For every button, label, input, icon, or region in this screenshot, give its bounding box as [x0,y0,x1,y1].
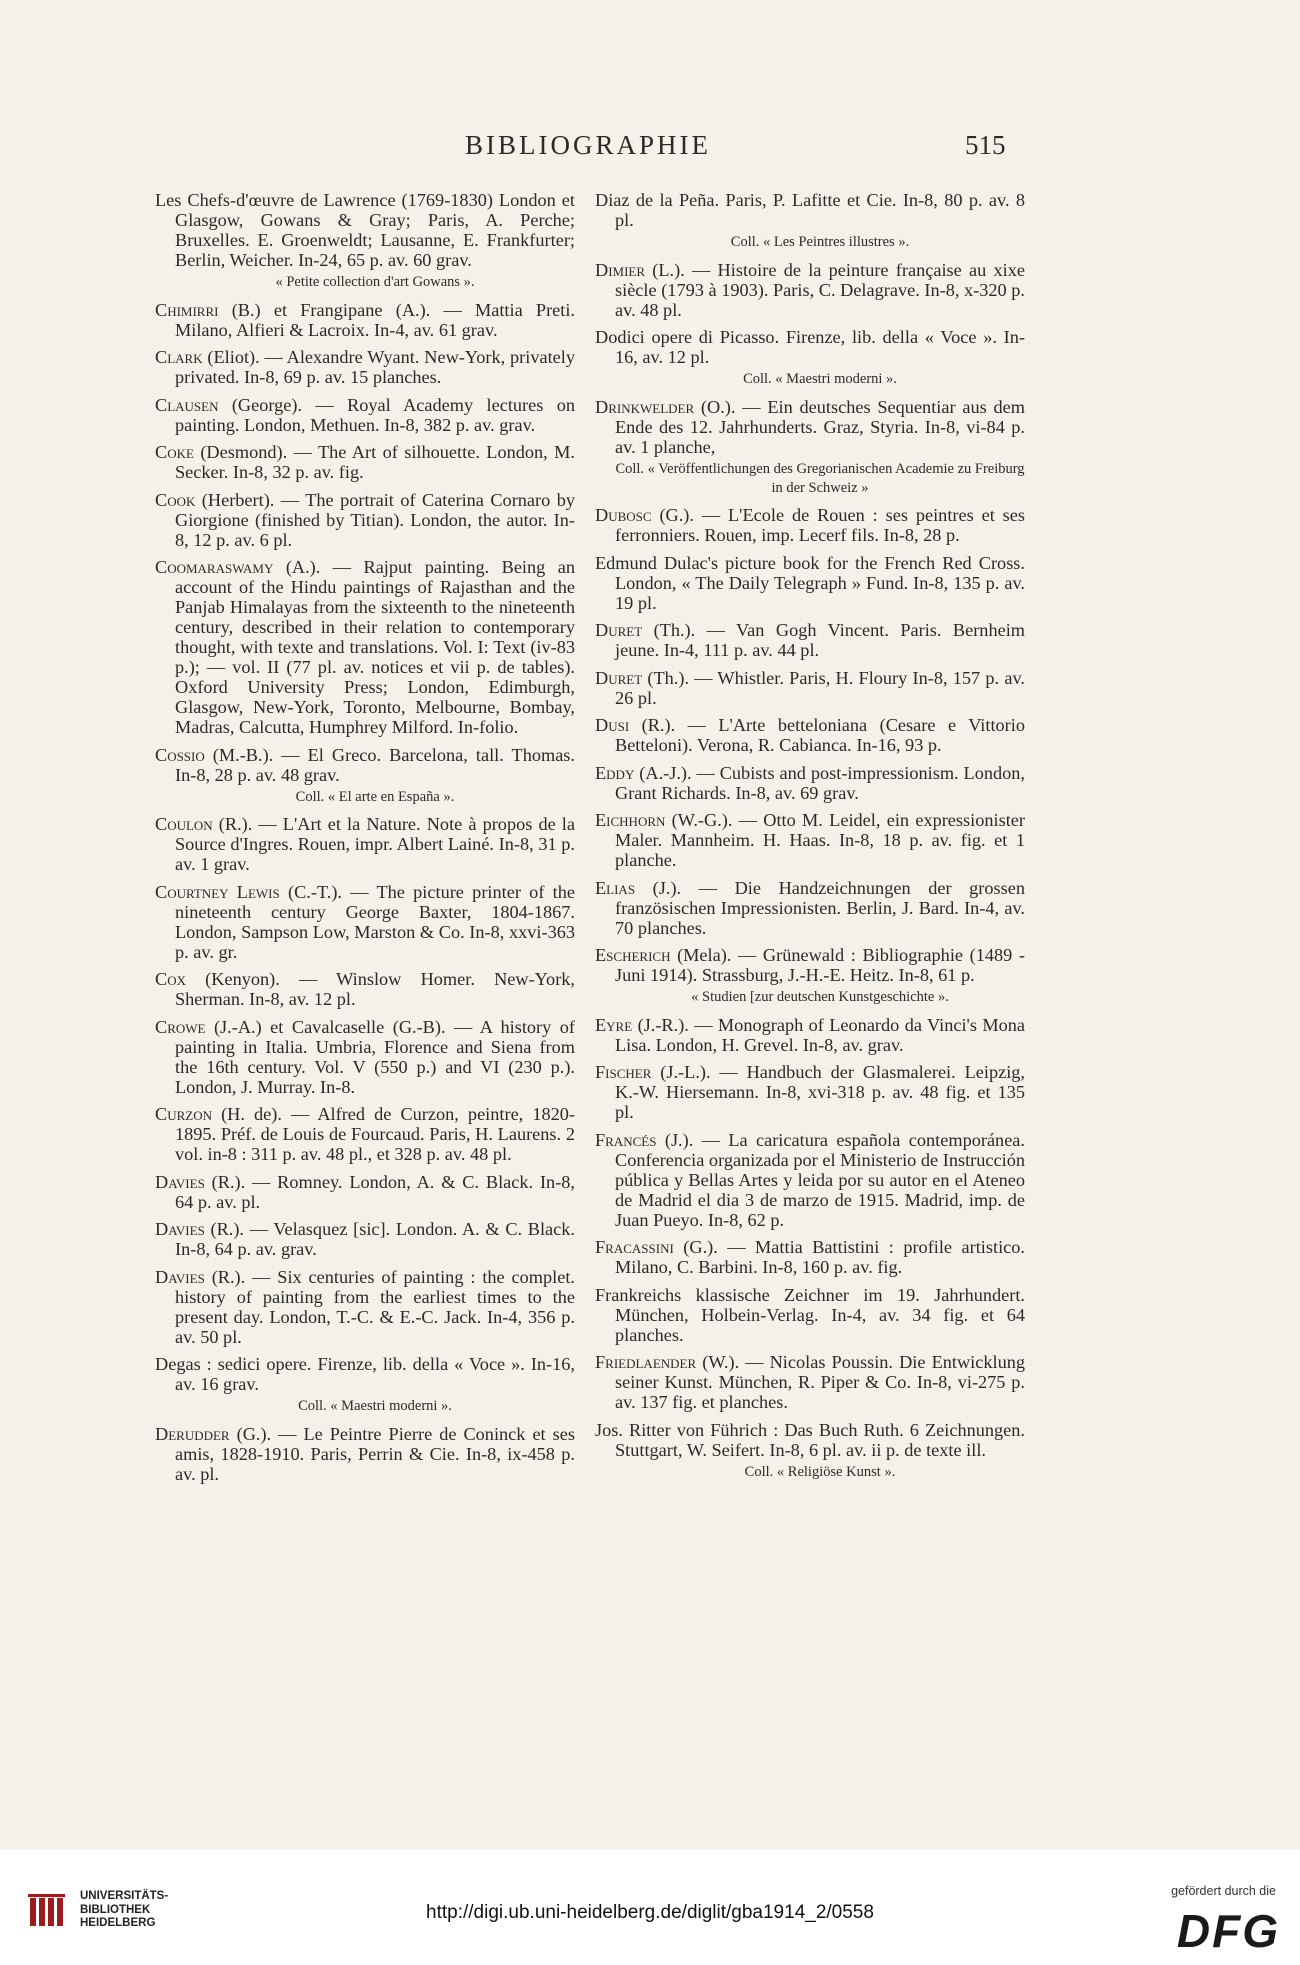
bibliography-entry [595,1130,1025,1230]
entry-text: (Th.). — Van Gogh Vincent. Paris. Bernheim jeune. In-4, 111 p. av. 44 pl. [615,620,1025,660]
institution-line: HEIDELBERG [80,1917,156,1929]
entry-text: (J.). — Die Handzeichnungen der grossen französischen Impressionisten. Berlin, J. Bard. In-4, av. 70 planches. [615,877,1025,938]
running-head [0,130,1300,170]
entry-text: Degas : sedici opere. Firenze, lib. della « Voce ». In-16, av. 16 grav. [155,1354,575,1394]
bibliography-entry [595,810,1025,870]
entry-author: Dimier [595,259,646,280]
right-column [595,190,1025,1489]
entry-author: Clark [155,347,203,367]
bibliography-entry [155,490,575,550]
bibliography-entry [155,1219,575,1259]
institution-line: BIBLIOTHEK [80,1903,151,1916]
entry-text: (George). — Royal Academy lectures on painting. London, Methuen. In-8, 382 p. av. grav. [175,394,575,435]
entry-author: Clausen [155,394,219,415]
bibliography-entry [155,1017,575,1097]
entry-text: (R.). — Velasquez [sic]. London. A. & C. Black. In-8, 64 p. av. grav. [175,1219,575,1259]
page-number: 515 [965,130,1006,160]
entry-collection: « Petite collection d'art Gowans ». [275,274,475,290]
bibliography-entry [155,882,575,962]
entry-author: Elias [595,877,636,898]
entry-text: (G.). — Le Peintre Pierre de Coninck et ses amis, 1828-1910. Paris, Perrin & Cie. In-8, ix-458 p. av. pl. [175,1423,575,1484]
page-title: BIBLIOGRAPHIE [465,130,711,160]
entry-author: Eddy [595,762,635,783]
entry-text: (J.-A.) et Cavalcaselle (G.-B). — A history of painting in Italia. Umbria, Florence and Siena from the 16th century. Vol. V (550 p.) and VI (230 p.). London, J. Murray. In-8. [175,1016,575,1097]
entry-author: Francés [595,1129,657,1150]
bibliography-entry [155,1354,575,1416]
entry-text: (B.) et Frangipane (A.). — Mattia Preti. Milano, Alfieri & Lacroix. In-4, av. 61 grav. [175,299,575,340]
institution-line: UNIVERSITÄTS- [80,1890,169,1902]
bibliography-entry [155,814,575,874]
entry-text: (J.). — La caricatura española contemporánea. Conferencia organizada por el Ministerio de Instrucción pública y Bellas Artes y leida por su autor en el Ateneo de Madrid el dia 3 de marzo de 1915. Madrid, imp. de Juan Pueyo. In-8, 62 p. [615,1129,1025,1230]
entry-text: (J.-L.). — Handbuch der Glasmalerei. Leipzig, K.-W. Hiersemann. In-8, xvi-318 p. av. 48 fig. et 135 pl. [615,1062,1025,1122]
bibliography-entry [595,553,1025,613]
entry-author: Eichhorn [595,810,666,830]
entry-text: (Desmond). — The Art of silhouette. London, M. Secker. In-8, 32 p. av. fig. [175,442,575,482]
bibliography-entry [595,945,1025,1007]
entry-text: (R.). — L'Art et la Nature. Note à propos de la Source d'Ingres. Rouen, impr. Albert Lainé. In-8, 31 p. av. 1 grav. [175,814,575,874]
entry-text: Jos. Ritter von Führich : Das Buch Ruth. 6 Zeichnungen. Stuttgart, W. Seifert. In-8, 6 pl. av. ii p. de texte ill. [595,1419,1025,1460]
entry-author: Eyre [595,1014,633,1035]
entry-text: (G.). — L'Ecole de Rouen : ses peintres et ses ferronniers. Rouen, imp. Lecerf fils. In-8, 28 p. [615,505,1025,545]
entry-author: Derudder [155,1423,230,1444]
entry-text: (W.-G.). — Otto M. Leidel, ein expressionister Maler. Mannheim. H. Haas. In-8, 18 p. av. fig. et 1 planche. [615,810,1025,870]
dfg-logo: DFG [1176,1905,1280,1957]
entry-author: Davies [155,1266,205,1287]
footer-bar [0,1850,1300,1965]
bibliography-entry [155,1424,575,1484]
entry-author: Drinkwelder [595,396,695,417]
entry-text: (Eliot). — Alexandre Wyant. New-York, privately privated. In-8, 69 p. av. 15 planches. [175,347,575,387]
entry-text: (R.). — Six centuries of painting : the complet. history of painting from the earliest times to the present day. London, T.-C. & E.-C. Jack. In-4, 356 p. av. 50 pl. [175,1266,575,1347]
bibliography-entry [595,763,1025,803]
entry-text: (H. de). — Alfred de Curzon, peintre, 1820-1895. Préf. de Louis de Fourcaud. Paris, H. Laurens. 2 vol. in-8 : 311 p. av. 48 pl., et 328 p. av. 48 pl. [175,1104,575,1164]
entry-author: Coke [155,442,194,462]
entry-collection: Coll. « Maestri moderni ». [743,371,897,387]
entry-text: (R.). — Romney. London, A. & C. Black. In-8, 64 p. av. pl. [175,1171,575,1212]
bibliography-entry [595,1062,1025,1122]
entry-author: Curzon [155,1104,212,1124]
entry-collection: Coll. « Veröffentlichungen des Gregorianischen Academie zu Freiburg in der Schweiz » [615,460,1025,496]
entry-author: Cook [155,489,196,510]
entry-author: Davies [155,1171,205,1192]
entry-text: (Th.). — Whistler. Paris, H. Floury In-8, 157 p. av. 26 pl. [615,667,1025,708]
entry-text: (J.-R.). — Monograph of Leonardo da Vinci's Mona Lisa. London, H. Grevel. In-8, av. grav. [615,1014,1025,1055]
entry-collection: Coll. « Les Peintres illustres ». [730,234,910,250]
entry-text: (O.). — Ein deutsches Sequentiar aus dem Ende des 12. Jahrhunderts. Graz, Styria. In-8, vi-84 p. av. 1 planche, [615,396,1025,457]
entry-text: (A.). — Rajput painting. Being an account of the Hindu paintings of Rajasthan and the Panjab Himalayas from the sixteenth to the nineteenth century, described in their relation to contemporary thought, with texte and translations. Vol. I: Text (iv-83 p.); — vol. II (77 pl. av. notices et vii p. de tables). Oxford University Press; London, Edimburgh, Glasgow, New-York, Toronto, Melbourne, Bombay, Madras, Calcutta, Humphrey Milford. In-folio. [175,557,575,737]
entry-author: Cox [155,969,186,989]
entry-author: Chimirri [155,299,219,320]
bibliography-entry [595,1285,1025,1345]
entry-collection: « Studien [zur deutschen Kunstgeschichte ». [691,989,949,1005]
entry-author: Coomaraswamy [155,557,274,577]
entry-text: Edmund Dulac's picture book for the French Red Cross. London, « The Daily Telegraph » Fund. In-8, 135 p. av. 19 pl. [595,552,1025,613]
entry-author: Fischer [595,1062,652,1082]
bibliography-entry [155,442,575,482]
entry-text: (M.-B.). — El Greco. Barcelona, tall. Thomas. In-8, 28 p. av. 48 grav. [175,744,575,785]
bibliography-entry [595,1015,1025,1055]
bibliography-entry [595,397,1025,498]
bibliography-entry [595,715,1025,755]
permalink-url[interactable]: http://digi.ub.uni-heidelberg.de/diglit/gba1914_2/0558 [426,1902,874,1923]
bibliography-entry [595,260,1025,320]
bibliography-entry [155,190,575,292]
entry-author: Davies [155,1219,205,1239]
entry-collection: Coll. « El arte en España ». [295,788,455,805]
bibliography-entry [155,347,575,387]
entry-text: Les Chefs-d'œuvre de Lawrence (1769-1830) London et Glasgow, Gowans & Gray; Paris, A. Perche; Bruxelles. E. Groenweldt; Lausanne, E. Frankfurter; Berlin, Weicher. In-24, 65 p. av. 60 grav. [155,190,575,270]
bibliography-entry [155,1104,575,1164]
entry-text: Diaz de la Peña. Paris, P. Lafitte et Cie. In-8, 80 p. av. 8 pl. [595,190,1025,230]
entry-author: Dubosc [595,505,652,525]
bibliography-entry [155,1172,575,1212]
bibliography-entry [595,668,1025,708]
bibliography-entry [155,300,575,340]
bibliography-entry [595,1237,1025,1277]
entry-author: Escherich [595,945,671,965]
entry-collection: Coll. « Religiöse Kunst ». [744,1463,896,1480]
entry-author: Courtney Lewis [155,881,280,902]
entry-text: Dodici opere di Picasso. Firenze, lib. della « Voce ». In-16, av. 12 pl. [595,327,1025,367]
entry-author: Crowe [155,1016,206,1037]
entry-text: (L.). — Histoire de la peinture française au xixe siècle (1793 à 1903). Paris, C. Delagrave. In-8, x-320 p. av. 48 pl. [615,259,1025,320]
entry-text: Frankreichs klassische Zeichner im 19. Jahrhundert. München, Holbein-Verlag. In-4, av. 34 fig. et 64 planches. [595,1284,1025,1345]
left-column [155,190,575,1491]
bibliography-entry [155,1267,575,1347]
bibliography-entry [595,620,1025,660]
bibliography-entry [595,190,1025,252]
entry-author: Coulon [155,814,213,834]
entry-collection: Coll. « Maestri moderni ». [298,1398,452,1414]
entry-text: (W.). — Nicolas Poussin. Die Entwicklung seiner Kunst. München, R. Piper & Co. In-8, vi-275 p. av. 137 fig. et planches. [615,1352,1025,1412]
bibliography-entry [595,1420,1025,1482]
bibliography-entry [155,557,575,737]
entry-text: (Kenyon). — Winslow Homer. New-York, Sherman. In-8, av. 12 pl. [175,969,575,1009]
entry-text: (R.). — L'Arte betteloniana (Cesare e Vittorio Betteloni). Verona, R. Cabianca. In-16, 93 p. [615,715,1025,755]
entry-text: (C.-T.). — The picture printer of the nineteenth century George Baxter, 1804-1867. London, Sampson Low, Marston & Co. In-8, xxvi-363 p. av. gr. [175,881,576,962]
funding-note: gefördert durch die [1171,1884,1276,1898]
bibliography-entry [155,969,575,1009]
bibliography-entry [155,745,575,807]
entry-author: Dusi [595,715,630,735]
entry-author: Duret [595,620,643,640]
entry-text: (Mela). — Grünewald : Bibliographie (1489 - Juni 1914). Strassburg, J.-H.-E. Heitz. In-8, 61 p. [615,945,1025,985]
entry-text: (Herbert). — The portrait of Caterina Cornaro by Giorgione (finished by Titian). London, the autor. In-8, 12 p. av. 6 pl. [175,489,575,550]
entry-author: Cossio [155,744,205,765]
entry-author: Duret [595,667,643,688]
bibliography-entry [595,505,1025,545]
entry-author: Fracassini [595,1237,674,1257]
bibliography-entry [155,395,575,435]
entry-text: (A.-J.). — Cubists and post-impressionism. London, Grant Richards. In-8, av. 69 grav. [615,762,1025,803]
entry-text: (G.). — Mattia Battistini : profile artistico. Milano, C. Barbini. In-8, 160 p. av. fig. [615,1237,1025,1277]
entry-author: Friedlaender [595,1352,697,1372]
bibliography-entry [595,327,1025,389]
bibliography-entry [595,1352,1025,1412]
bibliography-entry [595,878,1025,938]
